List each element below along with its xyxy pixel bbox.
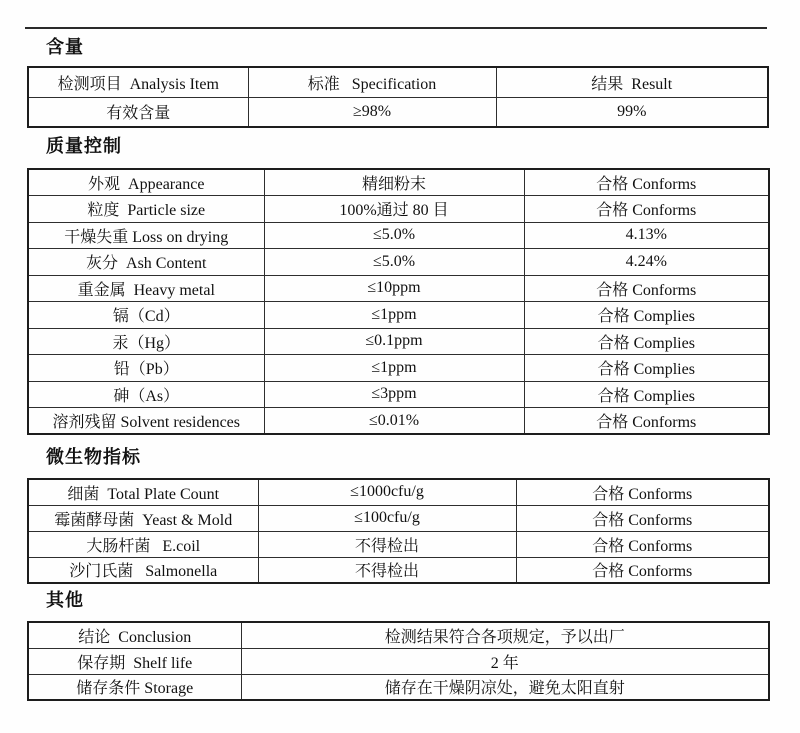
item-cell: 外观 Appearance	[28, 169, 264, 196]
item-cell: 汞（Hg）	[28, 328, 264, 355]
table-row	[28, 557, 769, 583]
spec-cell: 不得检出	[258, 557, 516, 583]
table-row	[28, 355, 769, 382]
result-cell: 99%	[496, 97, 768, 127]
spec-cell: ≤0.1ppm	[264, 328, 524, 355]
item-cell: 粒度 Particle size	[28, 196, 264, 223]
spec-cell: 100%通过 80 目	[264, 196, 524, 223]
result-cell: 合格 Conforms	[516, 479, 769, 505]
table-row	[28, 302, 769, 329]
item-cell: 重金属 Heavy metal	[28, 275, 264, 302]
item-cell: 细菌 Total Plate Count	[28, 479, 258, 505]
table-row	[28, 196, 769, 223]
spec-cell: 不得检出	[258, 531, 516, 557]
result-cell: 合格 Conforms	[516, 505, 769, 531]
spec-cell: 精细粉末	[264, 169, 524, 196]
item-cell: 砷（As）	[28, 381, 264, 408]
table-row	[28, 674, 769, 700]
result-cell: 合格 Complies	[524, 302, 769, 329]
table-row	[28, 622, 769, 648]
result-cell: 4.13%	[524, 222, 769, 249]
table-row	[28, 169, 769, 196]
item-cell: 保存期 Shelf life	[28, 648, 241, 674]
value-cell: 储存在干燥阴凉处，避免太阳直射	[241, 674, 769, 700]
section-heading-microbiological: 微生物指标	[46, 447, 141, 467]
table-row	[28, 505, 769, 531]
table-row	[28, 249, 769, 276]
result-cell: 合格 Conforms	[516, 557, 769, 583]
table-row	[28, 222, 769, 249]
item-cell: 灰分 Ash Content	[28, 249, 264, 276]
item-cell: 霉菌酵母菌 Yeast & Mold	[28, 505, 258, 531]
section-heading-other: 其他	[46, 590, 84, 610]
spec-cell: ≤10ppm	[264, 275, 524, 302]
result-cell: 合格 Conforms	[524, 196, 769, 223]
result-cell: 合格 Complies	[524, 355, 769, 382]
other-table	[27, 621, 770, 701]
result-cell: 合格 Conforms	[524, 408, 769, 435]
item-cell: 镉（Cd）	[28, 302, 264, 329]
item-cell: 溶剂残留 Solvent residences	[28, 408, 264, 435]
table-row	[28, 275, 769, 302]
spec-cell: ≤1ppm	[264, 355, 524, 382]
spec-cell: ≤100cfu/g	[258, 505, 516, 531]
item-cell: 大肠杆菌 E.coil	[28, 531, 258, 557]
section-heading-quality-control: 质量控制	[46, 136, 122, 156]
item-cell: 铅（Pb）	[28, 355, 264, 382]
result-cell: 合格 Conforms	[516, 531, 769, 557]
content-table	[27, 66, 769, 128]
quality-control-table	[27, 168, 770, 435]
result-cell: 合格 Complies	[524, 381, 769, 408]
item-cell: 结论 Conclusion	[28, 622, 241, 648]
table-row	[28, 479, 769, 505]
result-cell: 合格 Complies	[524, 328, 769, 355]
table-row	[28, 531, 769, 557]
value-cell: 检测结果符合各项规定，予以出厂	[241, 622, 769, 648]
spec-cell: ≤3ppm	[264, 381, 524, 408]
header-result: 结果 Result	[496, 67, 768, 97]
item-cell: 有效含量	[28, 97, 248, 127]
spec-cell: ≤5.0%	[264, 249, 524, 276]
value-cell: 2 年	[241, 648, 769, 674]
spec-cell: ≤1ppm	[264, 302, 524, 329]
spec-cell: ≤5.0%	[264, 222, 524, 249]
spec-cell: ≤0.01%	[264, 408, 524, 435]
result-cell: 合格 Conforms	[524, 169, 769, 196]
result-cell: 4.24%	[524, 249, 769, 276]
item-cell: 沙门氏菌 Salmonella	[28, 557, 258, 583]
table-row	[28, 97, 768, 127]
item-cell: 干燥失重 Loss on drying	[28, 222, 264, 249]
table-header-row	[28, 67, 768, 97]
table-row	[28, 408, 769, 435]
table-row	[28, 648, 769, 674]
section-heading-content: 含量	[46, 37, 84, 57]
table-row	[28, 328, 769, 355]
table-row	[28, 381, 769, 408]
result-cell: 合格 Conforms	[524, 275, 769, 302]
item-cell: 储存条件 Storage	[28, 674, 241, 700]
header-specification: 标准 Specification	[248, 67, 496, 97]
spec-cell: ≥98%	[248, 97, 496, 127]
header-analysis-item: 检测项目 Analysis Item	[28, 67, 248, 97]
spec-cell: ≤1000cfu/g	[258, 479, 516, 505]
microbiological-table	[27, 478, 770, 584]
top-divider-rule	[25, 27, 767, 29]
